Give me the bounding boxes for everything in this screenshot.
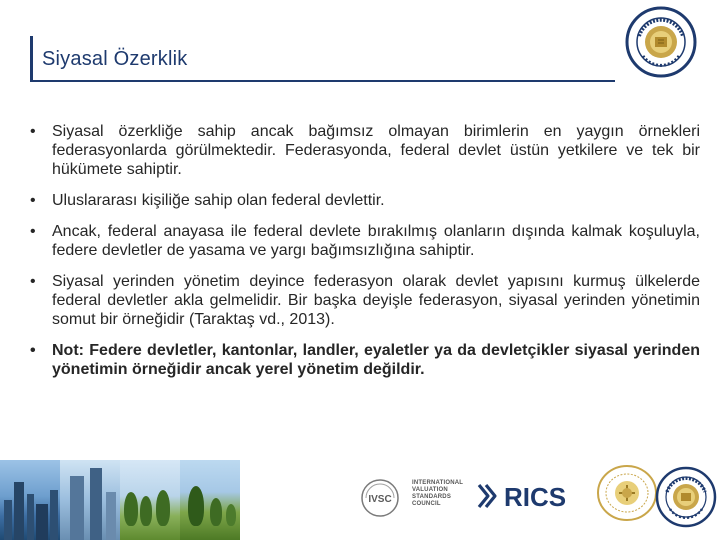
bullet-dot: • (30, 192, 36, 209)
title-accent-bar (30, 36, 33, 80)
bullet-list (30, 122, 700, 391)
university-seal-icon (625, 6, 697, 78)
bullet-dot: • (30, 223, 36, 240)
bullet-dot: • (30, 123, 36, 140)
towers-photo (60, 460, 120, 540)
ivsc-logo (360, 478, 400, 518)
rics-mark: RICS (504, 482, 567, 512)
bullet-item (30, 122, 700, 179)
bullet-text: Siyasal özerkliğe sahip ancak bağımsız olmayan birimlerin en yaygın örnekleri federasyonlarda görülmektedir. Federasyonda, federal devlet üstün yetkilere ve tek bir hükümete sahiptir. (52, 123, 700, 178)
bullet-item (30, 222, 700, 260)
bullet-dot: • (30, 342, 36, 359)
bullet-dot: • (30, 273, 36, 290)
department-seal-icon (594, 463, 660, 523)
bullet-item-note (30, 341, 700, 379)
ivsc-mark: IVSC (368, 494, 392, 505)
city-skyline-photo (0, 460, 60, 540)
countryside-photo (180, 460, 240, 540)
university-seal-icon (655, 466, 717, 528)
bullet-text: Uluslararası kişiliğe sahip olan federal devlettir. (52, 192, 385, 209)
bullet-text: Siyasal yerinden yönetim deyince federasyon olarak devlet yapısını kurmuş ülkelerde federal devletler akla gelmelidir. Bir başka deyişle federasyon, siyasal yerinden yönetimin somut bir örneğidir (Taraktaş vd., 2013). (52, 273, 700, 328)
slide-title: Siyasal Özerklik (42, 48, 188, 70)
bullet-item (30, 272, 700, 329)
ivsc-caption: INTERNATIONAL VALUATION STANDARDS COUNCIL (412, 480, 464, 507)
title-underline (30, 80, 615, 82)
rics-logo (476, 479, 584, 513)
trees-landscape-photo (120, 460, 180, 540)
bullet-text: Not: Federe devletler, kantonlar, landler, eyaletler ya da devletçikler siyasal yerinden yönetimin örneğidir ancak yerel yönetim değildir. (52, 342, 700, 378)
bullet-item (30, 191, 700, 210)
bullet-text: Ancak, federal anayasa ile federal devlete bırakılmış olanların dışında kalmak koşuluyla, federe devletler de yasama ve yargı bağımsızlığına sahiptir. (52, 223, 700, 259)
